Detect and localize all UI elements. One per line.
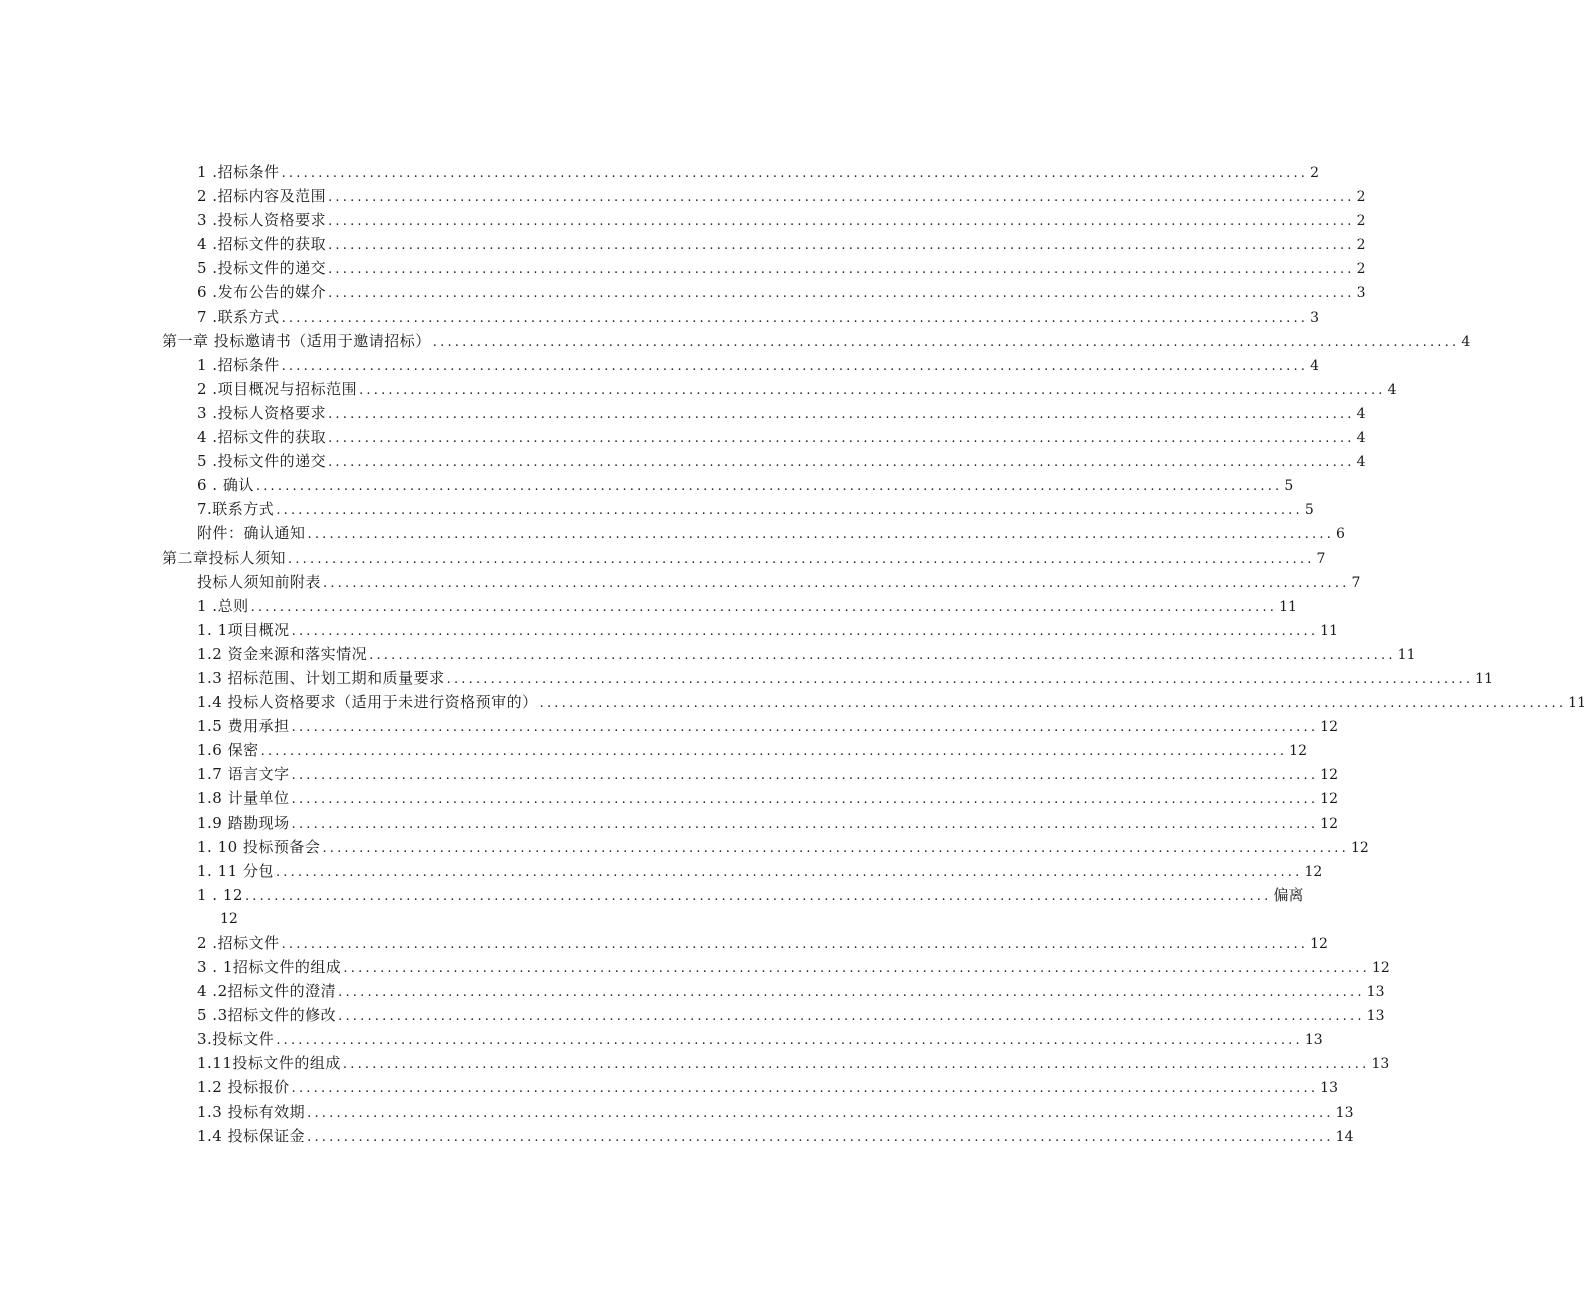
toc-dot-leader: ............................................................................................................................................ bbox=[539, 696, 1567, 712]
toc-entry-page: 3 bbox=[1356, 285, 1366, 302]
toc-entry-page: 13 bbox=[1335, 1104, 1354, 1121]
toc-entry-label: 6 .发布公告的媒介 bbox=[197, 283, 327, 302]
toc-entry-label: 4 .2招标文件的澄清 bbox=[197, 982, 337, 1001]
toc-entry[interactable] bbox=[197, 1124, 1354, 1148]
toc-entry[interactable] bbox=[197, 859, 1323, 883]
toc-entry[interactable] bbox=[197, 642, 1416, 666]
toc-entry-label: 1. 11 分包 bbox=[197, 861, 274, 880]
toc-dot-leader: ............................................................................................................................................ bbox=[328, 238, 1355, 254]
toc-entry[interactable] bbox=[197, 1051, 1390, 1075]
toc-dot-leader: ............................................................................................................................................ bbox=[328, 431, 1355, 447]
toc-dot-leader: ............................................................................................................................................ bbox=[322, 840, 1349, 856]
toc-entry-page: 13 bbox=[1304, 1032, 1323, 1049]
toc-entry[interactable] bbox=[197, 353, 1320, 377]
toc-entry-page: 12 bbox=[1320, 719, 1338, 736]
toc-entry-label: 1.8 计量单位 bbox=[197, 789, 290, 808]
toc-entry-label: 5 .3招标文件的修改 bbox=[197, 1006, 337, 1025]
toc-entry[interactable] bbox=[197, 160, 1320, 184]
toc-dot-leader: ............................................................................................................................................ bbox=[291, 720, 1319, 736]
toc-dot-leader: ............................................................................................................................................ bbox=[323, 575, 1350, 591]
toc-entry-label: 1.4 投标保证金 bbox=[197, 1126, 306, 1145]
toc-dot-leader: ............................................................................................................................................ bbox=[307, 1105, 1334, 1121]
toc-entry[interactable] bbox=[197, 1027, 1323, 1051]
toc-dot-leader: ............................................................................................................................................ bbox=[343, 961, 1370, 976]
toc-entry-page: 12 bbox=[1320, 815, 1338, 832]
toc-entry-wrapped-page: 12 bbox=[220, 910, 238, 927]
toc-entry[interactable] bbox=[197, 305, 1320, 329]
toc-entry-page: 11 bbox=[1320, 622, 1338, 639]
toc-entry-label: 1.3 投标有效期 bbox=[197, 1102, 306, 1121]
toc-entry-label: 1 .总则 bbox=[197, 596, 249, 615]
toc-dot-leader: ............................................................................................................................................ bbox=[328, 406, 1355, 422]
toc-entry-label: 2 .招标内容及范围 bbox=[197, 187, 327, 206]
toc-entry-label: 1.7 语言文字 bbox=[197, 765, 290, 784]
toc-entry[interactable] bbox=[197, 690, 1586, 714]
toc-dot-leader: ............................................................................................................................................ bbox=[281, 166, 1309, 181]
toc-dot-leader: ............................................................................................................................................ bbox=[359, 382, 1386, 398]
toc-dot-leader: ............................................................................................................................................ bbox=[291, 816, 1319, 832]
toc-entry[interactable] bbox=[197, 377, 1397, 401]
toc-dot-leader: ............................................................................................................................................ bbox=[276, 1033, 1303, 1049]
toc-dot-leader: ............................................................................................................................................ bbox=[291, 1081, 1319, 1097]
toc-dot-leader: ............................................................................................................................................ bbox=[328, 286, 1355, 302]
toc-dot-leader: ............................................................................................................................................ bbox=[432, 334, 1460, 350]
toc-entry[interactable] bbox=[197, 594, 1297, 618]
toc-entry-label: 1 .招标条件 bbox=[197, 355, 280, 374]
toc-dot-leader: ............................................................................................................................................ bbox=[275, 864, 1303, 880]
toc-entry[interactable] bbox=[197, 208, 1366, 232]
toc-entry-page: 13 bbox=[1371, 1056, 1390, 1073]
toc-entry[interactable] bbox=[197, 1003, 1385, 1027]
toc-entry[interactable] bbox=[197, 738, 1307, 762]
toc-dot-leader: ............................................................................................................................................ bbox=[291, 623, 1319, 639]
toc-entry-page: 13 bbox=[1366, 984, 1385, 1001]
toc-dot-leader: ............................................................................................................................................ bbox=[328, 190, 1355, 206]
toc-entry-page: 2 bbox=[1356, 237, 1366, 254]
toc-entry[interactable] bbox=[197, 1100, 1354, 1124]
toc-entry-label: 1. 10 投标预备会 bbox=[197, 837, 321, 856]
toc-entry-label: 7.联系方式 bbox=[197, 500, 275, 519]
toc-entry-page: 11 bbox=[1397, 646, 1416, 663]
toc-entry[interactable] bbox=[197, 449, 1366, 473]
toc-entry-page: 6 bbox=[1336, 526, 1345, 543]
toc-dot-leader: ............................................................................................................................................ bbox=[342, 1057, 1370, 1073]
toc-entry[interactable] bbox=[197, 232, 1366, 256]
toc-entry[interactable] bbox=[197, 883, 1304, 907]
toc-dot-leader: ............................................................................................................................................ bbox=[281, 310, 1309, 326]
toc-entry-page: 11 bbox=[1279, 598, 1297, 615]
toc-entry-label: 第一章 投标邀请书（适用于邀请招标） bbox=[162, 331, 431, 350]
toc-entry-label: 3.投标文件 bbox=[197, 1030, 275, 1049]
toc-entry-page: 12 bbox=[1310, 935, 1328, 952]
toc-entry-page: 偏离 bbox=[1273, 885, 1304, 904]
toc-entry-page: 14 bbox=[1335, 1128, 1354, 1145]
toc-dot-leader: ............................................................................................................................................ bbox=[276, 503, 1303, 519]
toc-dot-leader: ............................................................................................................................................ bbox=[307, 527, 1335, 543]
toc-entry-page: 13 bbox=[1366, 1008, 1385, 1025]
toc-dot-leader: ............................................................................................................................................ bbox=[328, 262, 1355, 278]
toc-entry-page: 4 bbox=[1356, 405, 1366, 422]
toc-entry-page: 7 bbox=[1316, 550, 1326, 567]
toc-entry-label: 1.5 费用承担 bbox=[197, 717, 290, 736]
toc-entry[interactable] bbox=[197, 280, 1366, 304]
toc-entry-label: 7 .联系方式 bbox=[197, 307, 280, 326]
toc-dot-leader: ............................................................................................................................................ bbox=[328, 455, 1355, 471]
toc-dot-leader: ............................................................................................................................................ bbox=[250, 599, 1278, 615]
toc-entry-page: 2 bbox=[1356, 261, 1366, 278]
toc-entry-label: 1 . 12 bbox=[197, 885, 243, 904]
toc-entry-label: 1 .招标条件 bbox=[197, 163, 280, 181]
toc-entry[interactable] bbox=[197, 931, 1328, 955]
toc-entry-label: 3 .投标人资格要求 bbox=[197, 211, 327, 230]
toc-entry-label: 1.9 踏勘现场 bbox=[197, 813, 290, 832]
toc-entry-label: 1. 1项目概况 bbox=[197, 620, 290, 639]
toc-dot-leader: ............................................................................................................................................ bbox=[338, 1009, 1365, 1025]
toc-dot-leader: ............................................................................................................................................ bbox=[291, 768, 1319, 784]
toc-entry-label: 3 . 1招标文件的组成 bbox=[197, 958, 342, 976]
toc-entry-page: 12 bbox=[1371, 960, 1390, 976]
toc-entry-page: 11 bbox=[1568, 695, 1586, 712]
toc-entry-page: 2 bbox=[1356, 189, 1366, 206]
toc-entry[interactable] bbox=[197, 1075, 1338, 1099]
toc-entry[interactable] bbox=[197, 497, 1314, 521]
toc-entry-page: 12 bbox=[1320, 791, 1338, 808]
toc-dot-leader: ............................................................................................................................................ bbox=[281, 936, 1309, 952]
toc-entry-page: 2 bbox=[1356, 213, 1366, 230]
toc-entry-page: 11 bbox=[1475, 670, 1493, 687]
toc-entry-label: 3 .投标人资格要求 bbox=[197, 403, 327, 422]
table-of-contents bbox=[0, 160, 1586, 1148]
toc-entry-page: 12 bbox=[1289, 743, 1307, 760]
toc-entry[interactable] bbox=[197, 521, 1345, 545]
toc-entry-label: 2 .招标文件 bbox=[197, 933, 280, 952]
toc-entry-page: 12 bbox=[1320, 767, 1338, 784]
toc-entry-label: 4 .招标文件的获取 bbox=[197, 428, 327, 447]
toc-dot-leader: ............................................................................................................................................ bbox=[260, 744, 1288, 760]
toc-entry-page: 4 bbox=[1461, 333, 1471, 350]
toc-entry[interactable] bbox=[197, 618, 1338, 642]
toc-entry-label: 4 .招标文件的获取 bbox=[197, 235, 327, 254]
toc-entry[interactable] bbox=[197, 979, 1385, 1003]
toc-entry-page: 3 bbox=[1310, 309, 1320, 326]
toc-entry[interactable] bbox=[197, 811, 1338, 835]
toc-entry-page: 5 bbox=[1304, 502, 1314, 519]
toc-entry[interactable] bbox=[197, 570, 1361, 594]
toc-entry-label: 投标人须知前附表 bbox=[197, 572, 322, 591]
toc-entry-label: 第二章投标人须知 bbox=[162, 548, 287, 567]
toc-dot-leader: ............................................................................................................................................ bbox=[291, 792, 1319, 808]
toc-entry-page: 7 bbox=[1351, 574, 1361, 591]
toc-dot-leader: ............................................................................................................................................ bbox=[328, 214, 1355, 230]
toc-entry-label: 1.3 招标范围、计划工期和质量要求 bbox=[197, 668, 445, 687]
toc-entry-label: 1.6 保密 bbox=[197, 741, 259, 760]
toc-entry[interactable] bbox=[197, 666, 1493, 690]
toc-entry[interactable] bbox=[197, 473, 1294, 497]
toc-entry[interactable] bbox=[162, 329, 1471, 353]
toc-dot-leader: ............................................................................................................................................ bbox=[446, 671, 1474, 687]
toc-entry[interactable] bbox=[197, 401, 1366, 425]
toc-entry-page: 4 bbox=[1387, 381, 1397, 398]
toc-entry-page: 12 bbox=[1304, 863, 1323, 880]
toc-entry[interactable] bbox=[197, 762, 1338, 786]
toc-entry-page: 2 bbox=[1310, 165, 1320, 181]
toc-entry-label: 2 .项目概况与招标范围 bbox=[197, 379, 358, 398]
toc-entry-label: 1.2 投标报价 bbox=[197, 1078, 290, 1097]
toc-dot-leader: ............................................................................................................................................ bbox=[369, 647, 1396, 663]
toc-entry-page: 4 bbox=[1356, 430, 1366, 447]
toc-entry[interactable] bbox=[197, 184, 1366, 208]
toc-entry-page: 4 bbox=[1310, 357, 1320, 374]
toc-entry-label: 1.11投标文件的组成 bbox=[197, 1054, 341, 1073]
toc-dot-leader: ............................................................................................................................................ bbox=[281, 358, 1309, 374]
toc-entry[interactable] bbox=[197, 835, 1369, 859]
toc-entry-label: 附件：确认通知 bbox=[197, 524, 306, 543]
toc-dot-leader: ............................................................................................................................................ bbox=[338, 985, 1365, 1001]
toc-entry[interactable] bbox=[197, 256, 1366, 280]
toc-entry-label: 5 .投标文件的递交 bbox=[197, 452, 327, 471]
toc-entry-label: 5 .投标文件的递交 bbox=[197, 259, 327, 278]
toc-dot-leader: ............................................................................................................................................ bbox=[244, 888, 1272, 904]
toc-dot-leader: ............................................................................................................................................ bbox=[255, 479, 1283, 495]
toc-entry-page: 12 bbox=[1350, 839, 1369, 856]
toc-entry-label: 6 . 确认 bbox=[197, 476, 254, 495]
toc-entry[interactable] bbox=[162, 546, 1326, 570]
toc-entry-page: 13 bbox=[1320, 1080, 1338, 1097]
toc-entry-label: 1.4 投标人资格要求（适用于未进行资格预审的） bbox=[197, 693, 538, 712]
toc-entry[interactable] bbox=[197, 786, 1338, 810]
toc-entry-page: 4 bbox=[1356, 454, 1366, 471]
toc-entry[interactable] bbox=[197, 425, 1366, 449]
toc-entry[interactable] bbox=[197, 955, 1390, 979]
toc-dot-leader: ............................................................................................................................................ bbox=[288, 551, 1315, 567]
toc-entry-page: 5 bbox=[1284, 478, 1294, 495]
toc-entry-label: 1.2 资金来源和落实情况 bbox=[197, 644, 368, 663]
toc-dot-leader: ............................................................................................................................................ bbox=[307, 1129, 1334, 1145]
toc-entry[interactable] bbox=[197, 714, 1338, 738]
